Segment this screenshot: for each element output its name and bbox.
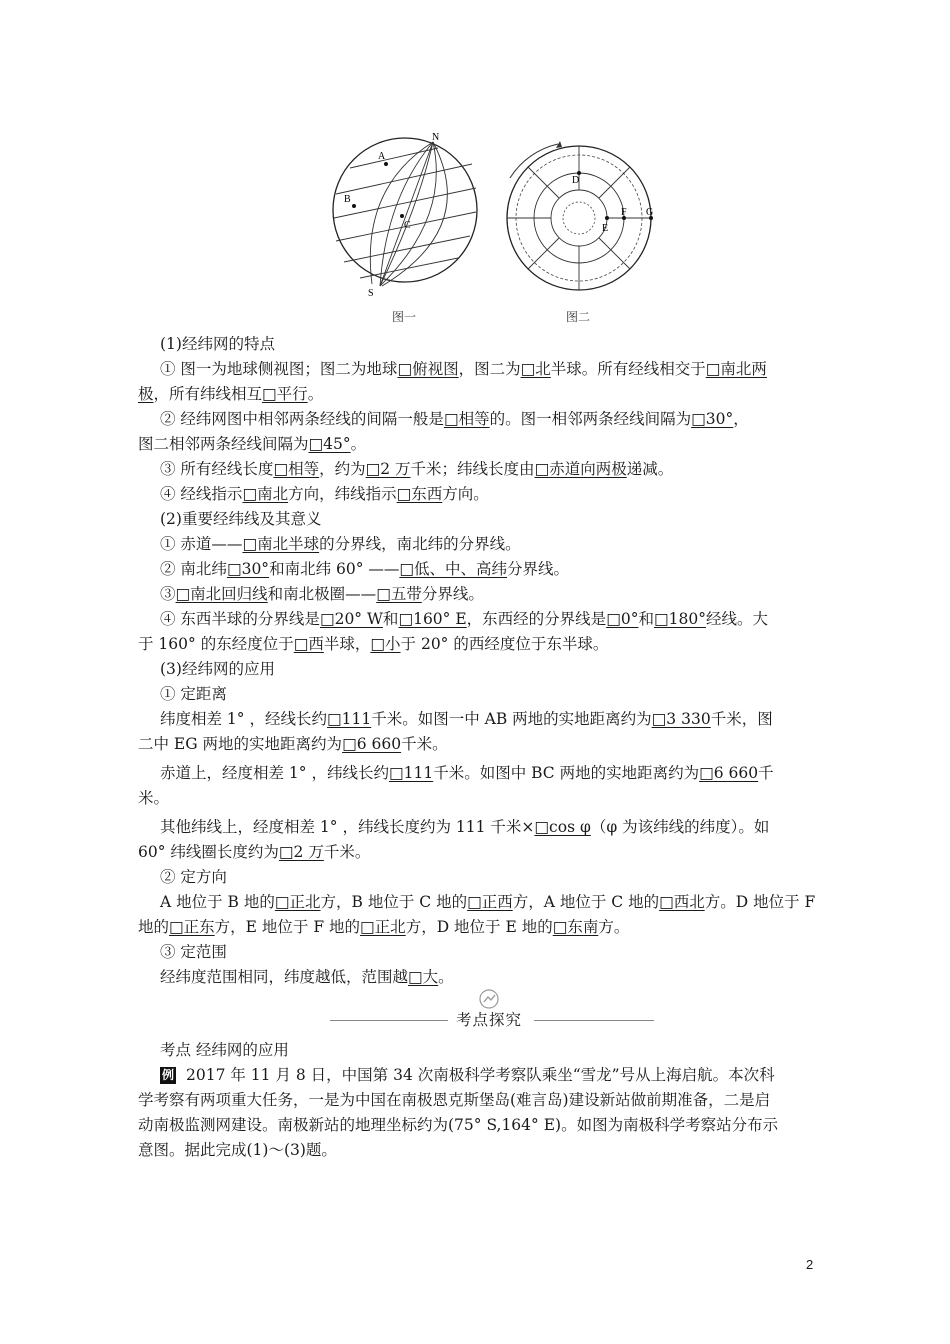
section1-p2-line2: 图二相邻两条经线间隔为□45°。: [138, 435, 367, 453]
example-line4: 意图。据此完成(1)～(3)题。: [138, 1141, 337, 1159]
figure-1-globe: [333, 132, 477, 299]
globe-diagrams: [320, 128, 680, 323]
fig2-label-e: E: [602, 223, 609, 234]
figure-2-polar: [507, 141, 653, 290]
fig1-label-n: N: [432, 132, 440, 143]
section3-title: (3)经纬网的应用: [160, 660, 275, 678]
section2-p4-line1: ④ 东西半球的分界线是□20° W和□160° E，东西经的分界线是□0°和□180°经线。大: [160, 610, 768, 628]
section3-sub1: ① 定距离: [160, 685, 227, 703]
section3-d3-line2: 60° 纬线圈长度约为□2 万千米。: [138, 843, 371, 861]
explore-section-header: [138, 996, 818, 1038]
section2-p1: ① 赤道——□南北半球的分界线，南北纬的分界线。: [160, 535, 521, 553]
fig2-label-d: D: [572, 175, 580, 186]
section3-sub3: ③ 定范围: [160, 943, 227, 961]
fig2-label-f: F: [621, 207, 627, 218]
section3-d1-line2: 二中 EG 两地的实地距离约为□6 660千米。: [138, 735, 448, 753]
figure-1-caption: 图一: [392, 310, 417, 324]
section2-p2: ② 南北纬□30°和南北纬 60° ——□低、中、高纬分界线。: [160, 560, 570, 578]
example-badge: 例: [161, 1068, 174, 1082]
page-number: 2: [806, 1257, 814, 1272]
section2-p3: ③□南北回归线和南北极圈——□五带分界线。: [160, 585, 484, 603]
example-line1: 例 2017 年 11 月 8 日，中国第 34 次南极科学考察队乘坐“雪龙”号从上海启航。本次科: [161, 1066, 775, 1084]
section2-p4-line2: 于 160° 的东经度位于□西半球，□小于 20° 的西经度位于东半球。: [138, 635, 609, 653]
section1-p1-line2: 极，所有纬线相互□平行。: [138, 385, 324, 403]
fig1-label-a: A: [378, 151, 386, 162]
section3-range: 经纬度范围相同，纬度越低，范围越□大。: [160, 968, 454, 986]
section1-p2-line1: ② 经纬网图中相邻两条经线的间隔一般是□相等的。图一相邻两条经线间隔为□30°，: [160, 410, 749, 428]
section3-d3-line1: 其他纬线上，经度相差 1° ，纬线长度约为 111 千米×□cos φ（φ 为该纬线的纬度）。如: [160, 818, 770, 836]
example-line3: 动南极监测网建设。南极新站的地理坐标约为(75° S,164° E)。如图为南极科学考察站分布示: [138, 1116, 779, 1134]
section1-title: (1)经纬网的特点: [160, 335, 275, 353]
explore-rule-right: [534, 1020, 654, 1021]
section3-dir-line2: 地的□正东方，E 地位于 F 地的□正北方，D 地位于 E 地的□东南方。: [138, 918, 630, 936]
fig1-label-c: C: [404, 220, 411, 231]
main-content: [138, 332, 818, 1163]
explore-icon: [478, 988, 500, 1010]
section3-d2-line1: 赤道上，经度相差 1° ，纬线长约□111千米。如图中 BC 两地的实地距离约为□6 660千: [160, 764, 774, 782]
section1-p1-line1: ① 图一为地球侧视图；图二为地球□俯视图，图二为□北半球。所有经线相交于□南北两: [160, 360, 767, 378]
section3-d1-line1: 纬度相差 1° ，经线长约□111千米。如图一中 AB 两地的实地距离约为□3 330千米，图: [160, 710, 773, 728]
fig2-label-g: G: [646, 207, 654, 218]
section1-p3: ③ 所有经线长度□相等，约为□2 万千米；纬线长度由□赤道向两极递减。: [160, 460, 674, 478]
fig1-label-s: S: [368, 288, 374, 299]
section3-sub2: ② 定方向: [160, 868, 227, 886]
section3-d2-line2: 米。: [138, 789, 170, 807]
explore-rule-left: [330, 1020, 448, 1021]
example-line2: 学考察有两项重大任务，一是为中国在南极恩克斯堡岛(难言岛)建设新站做前期准备，二是启: [138, 1091, 771, 1109]
section3-dir-line1: A 地位于 B 地的□正北方，B 地位于 C 地的□正西方，A 地位于 C 地的□西北方。D 地位于 F: [160, 893, 816, 911]
section2-title: (2)重要经纬线及其意义: [160, 510, 322, 528]
figures-area: [320, 128, 680, 323]
kaodian-heading: 考点 经纬网的应用: [160, 1041, 289, 1059]
explore-title: 考点探究: [456, 1011, 523, 1029]
fig1-label-b: B: [344, 194, 351, 205]
figure-2-caption: 图二: [566, 310, 591, 324]
section1-p4: ④ 经线指示□南北方向，纬线指示□东西方向。: [160, 485, 489, 503]
